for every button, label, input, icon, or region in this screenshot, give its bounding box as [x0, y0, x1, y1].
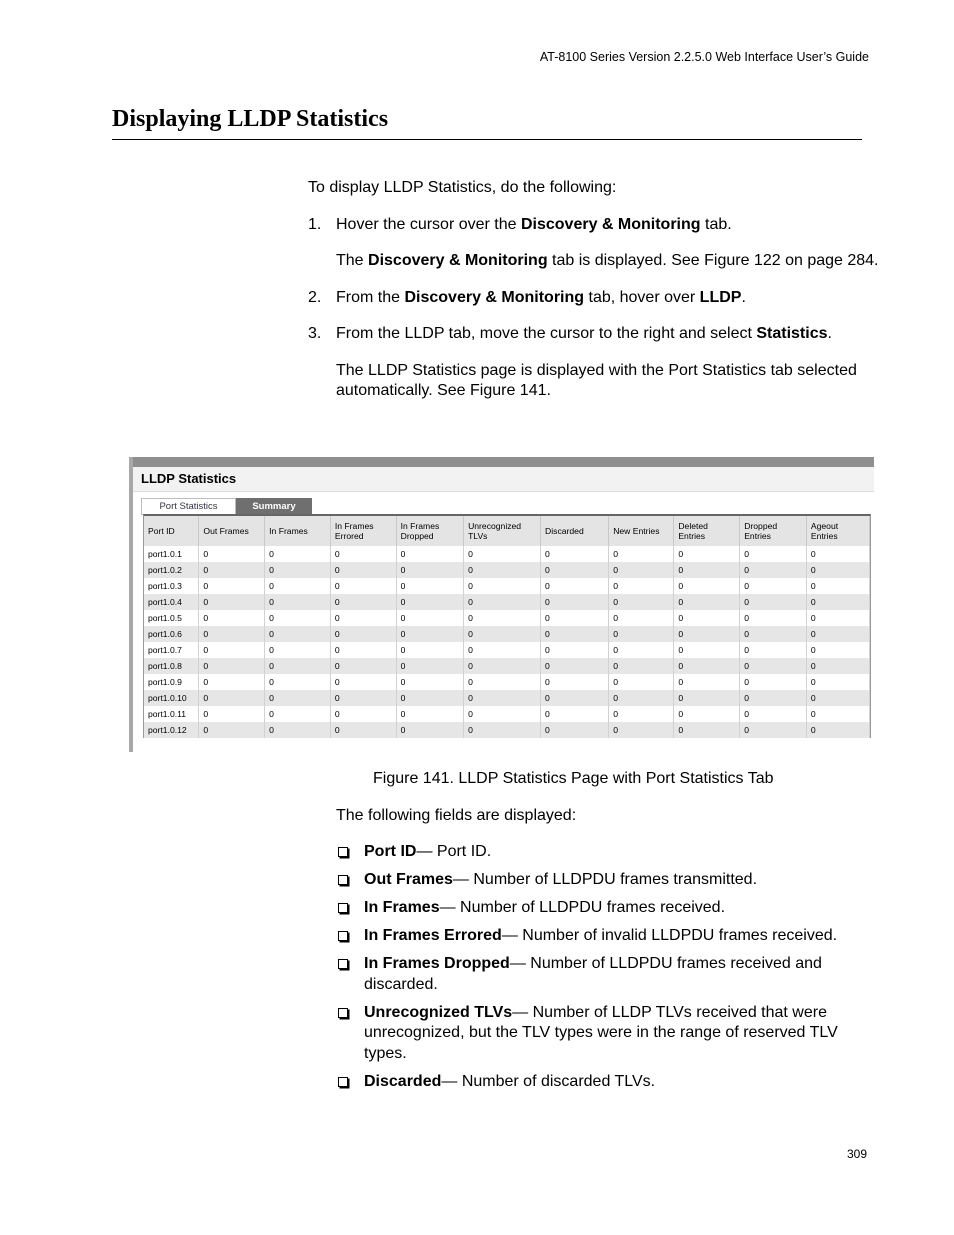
- stat-cell: 0: [464, 690, 541, 706]
- stat-cell: 0: [740, 642, 807, 658]
- section-title: Displaying LLDP Statistics: [112, 106, 389, 132]
- stat-cell: 0: [464, 658, 541, 674]
- stat-cell: 0: [265, 610, 331, 626]
- stat-cell: 0: [464, 610, 541, 626]
- tab-summary[interactable]: Summary: [236, 498, 312, 515]
- column-header: In Frames Errored: [330, 516, 396, 546]
- column-header: Out Frames: [199, 516, 265, 546]
- column-header: In Frames Dropped: [396, 516, 463, 546]
- stat-cell: 0: [541, 626, 609, 642]
- step-text: Hover the cursor over the: [336, 215, 521, 233]
- stat-cell: 0: [609, 674, 674, 690]
- stat-cell: 0: [609, 706, 674, 722]
- column-header: In Frames: [265, 516, 331, 546]
- stat-cell: 0: [806, 658, 869, 674]
- stat-cell: 0: [396, 642, 463, 658]
- step-1-result: [308, 251, 883, 272]
- stat-cell: 0: [396, 674, 463, 690]
- port-id-cell: port1.0.8: [144, 658, 199, 674]
- field-item: [336, 1003, 876, 1065]
- step-bold: Statistics: [756, 325, 828, 342]
- stat-cell: 0: [541, 706, 609, 722]
- stat-cell: 0: [396, 578, 463, 594]
- field-item: [336, 954, 876, 995]
- stat-cell: 0: [740, 578, 807, 594]
- field-term: Out Frames: [364, 871, 453, 888]
- stat-cell: 0: [199, 658, 265, 674]
- stat-cell: 0: [740, 546, 807, 562]
- stat-cell: 0: [806, 594, 869, 610]
- field-description: — Number of LLDPDU frames received.: [439, 899, 726, 916]
- stat-cell: 0: [330, 610, 396, 626]
- table-row: [144, 610, 870, 626]
- stat-cell: 0: [740, 562, 807, 578]
- port-statistics-table-wrap: [143, 514, 871, 738]
- port-id-cell: port1.0.1: [144, 546, 199, 562]
- stat-cell: 0: [674, 594, 740, 610]
- stat-cell: 0: [265, 642, 331, 658]
- title-rule: [112, 139, 862, 140]
- column-header: Dropped Entries: [740, 516, 807, 546]
- stat-cell: 0: [330, 658, 396, 674]
- field-term: In Frames Errored: [364, 927, 502, 944]
- field-description: — Number of LLDPDU frames transmitted.: [452, 871, 758, 888]
- column-header: Ageout Entries: [806, 516, 869, 546]
- stat-cell: 0: [265, 578, 331, 594]
- port-id-cell: port1.0.5: [144, 610, 199, 626]
- result-text: The: [336, 252, 369, 269]
- stat-cell: 0: [464, 578, 541, 594]
- field-description: — Number of invalid LLDPDU frames received.: [501, 927, 838, 944]
- stat-cell: 0: [541, 546, 609, 562]
- stat-cell: 0: [740, 690, 807, 706]
- step-3: [308, 324, 883, 345]
- step-text-end: .: [741, 288, 746, 306]
- screenshot-top-bar: [133, 457, 874, 467]
- field-item: [336, 926, 876, 947]
- stat-cell: 0: [674, 546, 740, 562]
- stat-cell: 0: [806, 642, 869, 658]
- stat-cell: 0: [396, 626, 463, 642]
- column-header: Deleted Entries: [674, 516, 740, 546]
- stat-cell: 0: [674, 610, 740, 626]
- table-row: [144, 546, 870, 562]
- stat-cell: 0: [396, 562, 463, 578]
- stat-cell: 0: [396, 658, 463, 674]
- table-row: [144, 562, 870, 578]
- stat-cell: 0: [806, 722, 869, 738]
- stat-cell: 0: [806, 626, 869, 642]
- stat-cell: 0: [265, 658, 331, 674]
- stat-cell: 0: [674, 562, 740, 578]
- stat-cell: 0: [330, 690, 396, 706]
- field-term: Unrecognized TLVs: [364, 1003, 513, 1021]
- stat-cell: 0: [199, 610, 265, 626]
- port-id-cell: port1.0.12: [144, 722, 199, 738]
- procedure: [308, 178, 883, 402]
- table-row: [144, 706, 870, 722]
- stat-cell: 0: [806, 674, 869, 690]
- stat-cell: 0: [464, 562, 541, 578]
- checkbox-bullet-icon: [338, 1008, 348, 1018]
- stat-cell: 0: [609, 594, 674, 610]
- stat-cell: 0: [464, 594, 541, 610]
- checkbox-bullet-icon: [338, 959, 348, 969]
- field-description: — Number of discarded TLVs.: [441, 1072, 656, 1090]
- step-text-end: tab.: [700, 215, 732, 233]
- checkbox-bullet-icon: [338, 847, 348, 857]
- stat-cell: 0: [199, 674, 265, 690]
- stat-cell: 0: [806, 690, 869, 706]
- field-item: [336, 1072, 876, 1093]
- stat-cell: 0: [609, 562, 674, 578]
- table-header-row: [144, 516, 870, 546]
- stat-cell: 0: [541, 642, 609, 658]
- fields-intro: The following fields are displayed:: [336, 807, 577, 824]
- stat-cell: 0: [464, 642, 541, 658]
- stat-cell: 0: [330, 722, 396, 738]
- stat-cell: 0: [199, 690, 265, 706]
- stat-cell: 0: [396, 690, 463, 706]
- stat-cell: 0: [674, 658, 740, 674]
- stat-cell: 0: [199, 706, 265, 722]
- stat-cell: 0: [674, 690, 740, 706]
- stat-cell: 0: [330, 562, 396, 578]
- field-description: — Port ID.: [416, 843, 492, 860]
- field-term: Discarded: [364, 1072, 442, 1090]
- stat-cell: 0: [396, 722, 463, 738]
- stat-cell: 0: [740, 658, 807, 674]
- stat-cell: 0: [674, 578, 740, 594]
- stat-cell: 0: [674, 626, 740, 642]
- tab-port-statistics[interactable]: Port Statistics: [141, 498, 236, 515]
- table-row: [144, 578, 870, 594]
- stat-cell: 0: [609, 626, 674, 642]
- stat-cell: 0: [330, 626, 396, 642]
- stat-cell: 0: [541, 658, 609, 674]
- stat-cell: 0: [265, 706, 331, 722]
- column-header: New Entries: [609, 516, 674, 546]
- field-term: In Frames Dropped: [364, 955, 510, 972]
- stat-cell: 0: [806, 610, 869, 626]
- stat-cell: 0: [541, 690, 609, 706]
- stat-cell: 0: [674, 642, 740, 658]
- field-item: [336, 842, 876, 863]
- stat-cell: 0: [740, 674, 807, 690]
- stat-cell: 0: [199, 594, 265, 610]
- stat-cell: 0: [265, 562, 331, 578]
- step-number: 2.: [308, 288, 322, 306]
- screenshot-title: LLDP Statistics: [133, 467, 874, 492]
- result-bold: Discovery & Monitoring: [368, 252, 548, 269]
- stat-cell: 0: [199, 578, 265, 594]
- stat-cell: 0: [806, 578, 869, 594]
- checkbox-bullet-icon: [338, 875, 348, 885]
- lldp-statistics-screenshot: [129, 457, 874, 752]
- stat-cell: 0: [265, 594, 331, 610]
- step-bold: Discovery & Monitoring: [520, 215, 701, 233]
- step-bold: Discovery & Monitoring: [404, 288, 585, 306]
- stat-cell: 0: [464, 706, 541, 722]
- port-id-cell: port1.0.10: [144, 690, 199, 706]
- stat-cell: 0: [199, 722, 265, 738]
- stat-cell: 0: [396, 594, 463, 610]
- figure-caption: Figure 141. LLDP Statistics Page with Port Statistics Tab: [373, 770, 774, 787]
- stat-cell: 0: [740, 610, 807, 626]
- table-row: [144, 642, 870, 658]
- field-description: — Number of LLDP TLVs received that were unrecognized, but the TLV types were in the range of reserved TLV types.: [364, 1003, 838, 1062]
- step-text-end: .: [827, 325, 832, 342]
- step-number: 3.: [308, 325, 322, 342]
- checkbox-bullet-icon: [338, 903, 348, 913]
- field-term: In Frames: [364, 899, 440, 916]
- stat-cell: 0: [674, 706, 740, 722]
- port-id-cell: port1.0.6: [144, 626, 199, 642]
- intro-text: To display LLDP Statistics, do the following:: [308, 179, 617, 196]
- table-row: [144, 722, 870, 738]
- stat-cell: 0: [740, 594, 807, 610]
- stat-cell: 0: [330, 706, 396, 722]
- column-header: Port ID: [144, 516, 199, 546]
- stat-cell: 0: [740, 722, 807, 738]
- field-item: [336, 898, 876, 919]
- stat-cell: 0: [330, 642, 396, 658]
- stat-cell: 0: [609, 658, 674, 674]
- table-row: [144, 594, 870, 610]
- field-list: [336, 842, 876, 1092]
- stat-cell: 0: [199, 546, 265, 562]
- stat-cell: 0: [541, 562, 609, 578]
- column-header: Discarded: [541, 516, 609, 546]
- stat-cell: 0: [806, 706, 869, 722]
- stat-cell: 0: [265, 626, 331, 642]
- stat-cell: 0: [464, 722, 541, 738]
- checkbox-bullet-icon: [338, 1077, 348, 1087]
- port-id-cell: port1.0.2: [144, 562, 199, 578]
- page-number: 309: [847, 1147, 868, 1161]
- field-item: [336, 870, 876, 891]
- stat-cell: 0: [396, 546, 463, 562]
- step-text: From the LLDP tab, move the cursor to the right and select: [336, 325, 757, 342]
- column-header: Unrecognized TLVs: [464, 516, 541, 546]
- port-id-cell: port1.0.9: [144, 674, 199, 690]
- stat-cell: 0: [330, 594, 396, 610]
- field-term: Port ID: [364, 843, 417, 860]
- step-text: From the: [336, 288, 405, 306]
- port-id-cell: port1.0.7: [144, 642, 199, 658]
- stat-cell: 0: [609, 610, 674, 626]
- stat-cell: 0: [464, 674, 541, 690]
- step-3-result: The LLDP Statistics page is displayed with the Port Statistics tab selected automatically. See Figure 141.: [336, 361, 857, 399]
- step-1: [308, 215, 883, 236]
- stat-cell: 0: [541, 674, 609, 690]
- stat-cell: 0: [740, 626, 807, 642]
- port-id-cell: port1.0.3: [144, 578, 199, 594]
- stat-cell: 0: [199, 562, 265, 578]
- stat-cell: 0: [740, 706, 807, 722]
- stat-cell: 0: [674, 674, 740, 690]
- stat-cell: 0: [396, 610, 463, 626]
- stat-cell: 0: [806, 546, 869, 562]
- port-statistics-table: [144, 516, 870, 738]
- stat-cell: 0: [806, 562, 869, 578]
- stat-cell: 0: [541, 610, 609, 626]
- table-row: [144, 690, 870, 706]
- stat-cell: 0: [609, 642, 674, 658]
- stat-cell: 0: [541, 722, 609, 738]
- checkbox-bullet-icon: [338, 931, 348, 941]
- stat-cell: 0: [464, 626, 541, 642]
- table-row: [144, 658, 870, 674]
- stat-cell: 0: [541, 578, 609, 594]
- port-id-cell: port1.0.11: [144, 706, 199, 722]
- stat-cell: 0: [609, 546, 674, 562]
- stat-cell: 0: [265, 722, 331, 738]
- stat-cell: 0: [609, 722, 674, 738]
- table-row: [144, 626, 870, 642]
- stat-cell: 0: [199, 626, 265, 642]
- stat-cell: 0: [199, 642, 265, 658]
- stat-cell: 0: [330, 546, 396, 562]
- running-header: AT-8100 Series Version 2.2.5.0 Web Interface User’s Guide: [539, 50, 869, 64]
- stat-cell: 0: [265, 690, 331, 706]
- stat-cell: 0: [265, 546, 331, 562]
- stat-cell: 0: [330, 674, 396, 690]
- step-number: 1.: [308, 215, 322, 233]
- stat-cell: 0: [330, 578, 396, 594]
- stat-cell: 0: [396, 706, 463, 722]
- stat-cell: 0: [265, 674, 331, 690]
- stat-cell: 0: [674, 722, 740, 738]
- stat-cell: 0: [609, 578, 674, 594]
- result-text-end: tab is displayed. See Figure 122 on page 284.: [547, 252, 879, 269]
- step-2: [308, 288, 883, 309]
- table-row: [144, 674, 870, 690]
- stat-cell: 0: [464, 546, 541, 562]
- field-description: — Number of LLDPDU frames received and discarded.: [364, 955, 822, 993]
- stat-cell: 0: [609, 690, 674, 706]
- port-id-cell: port1.0.4: [144, 594, 199, 610]
- step-bold-2: LLDP: [699, 288, 742, 306]
- step-text-mid: tab, hover over: [584, 288, 700, 306]
- stat-cell: 0: [541, 594, 609, 610]
